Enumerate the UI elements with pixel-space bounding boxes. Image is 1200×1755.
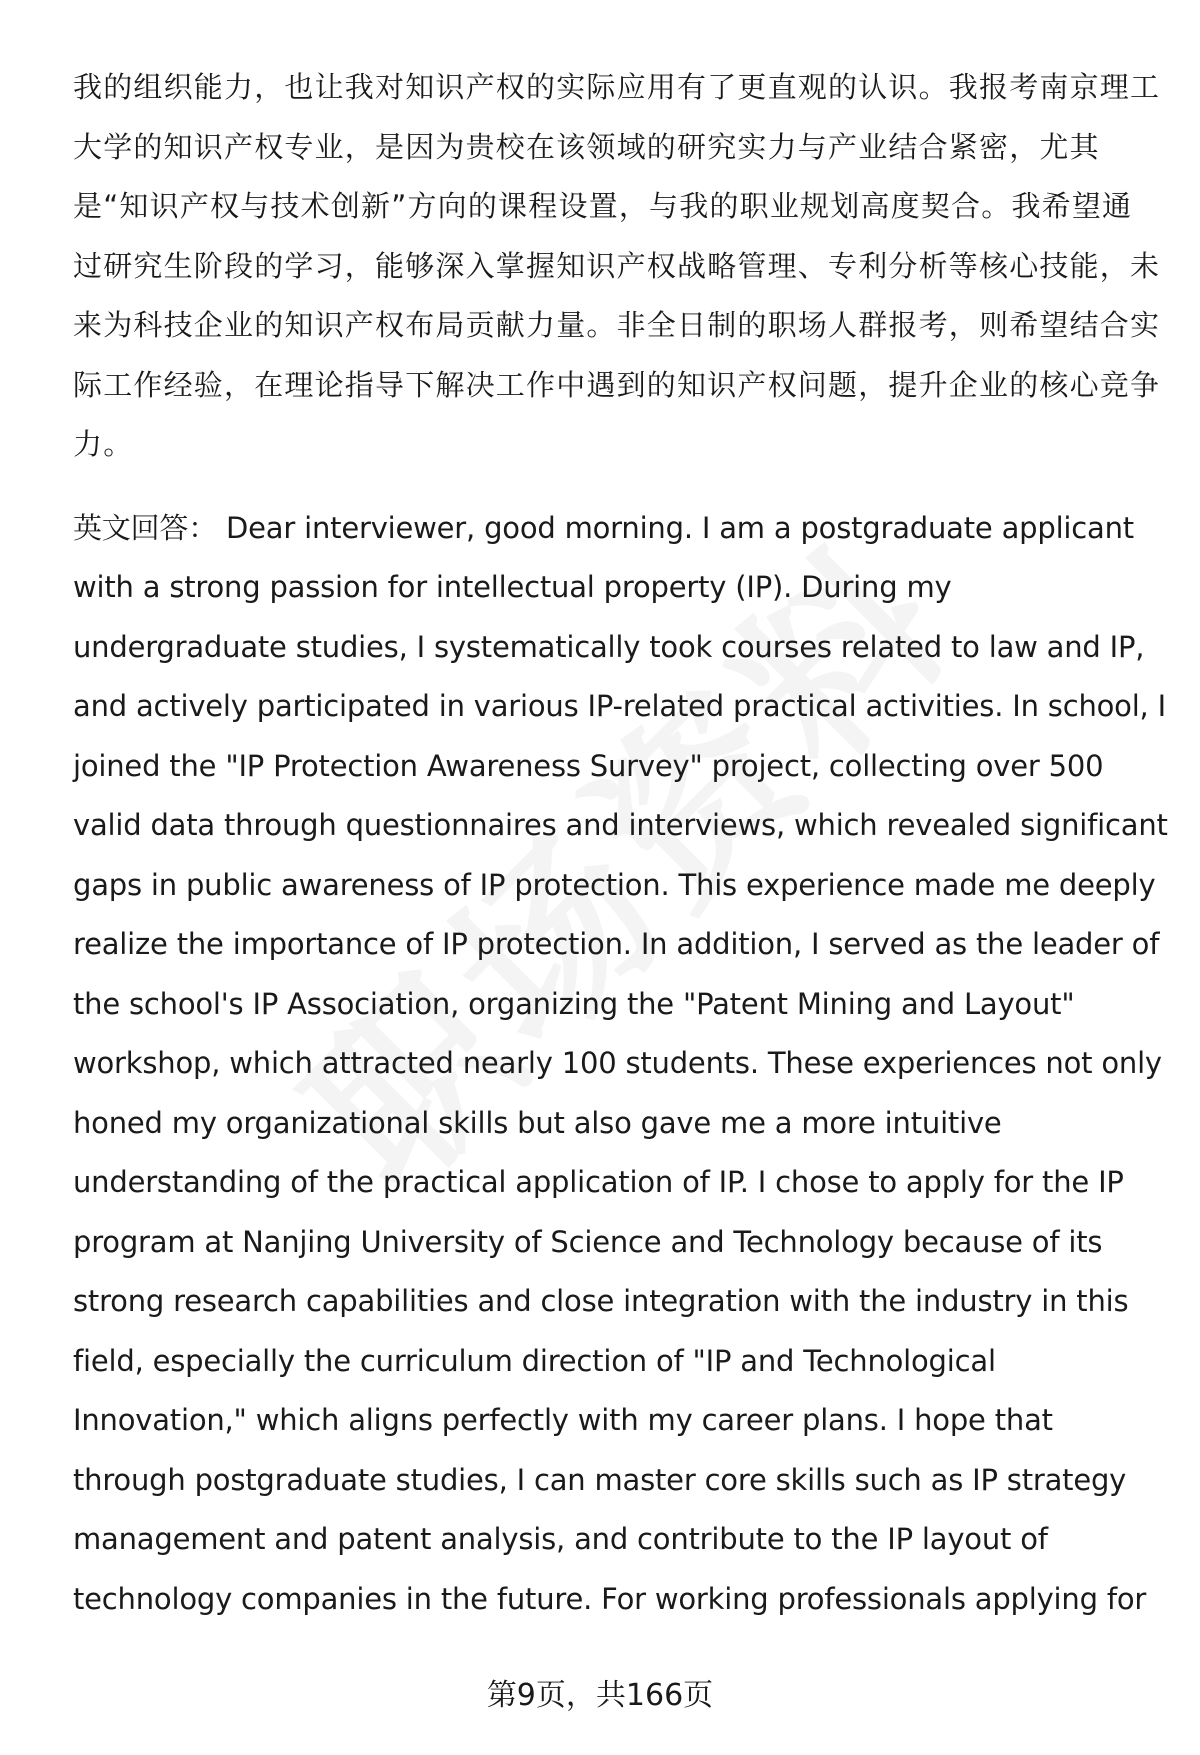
page-number: 第9页，共166页 — [486, 1678, 714, 1713]
text-line: strong research capabilities and close integration with the industry in this — [73, 1284, 1129, 1318]
text-line: 际工作经验，在理论指导下解决工作中遇到的知识产权问题，提升企业的核心竞争 — [73, 367, 1161, 402]
text-line: program at Nanjing University of Science and Technology because of its — [73, 1224, 1103, 1259]
answer-label: 英文回答： — [73, 510, 218, 545]
text-line: the school's IP Association, organizing the "Patent Mining and Layout" — [73, 986, 1075, 1021]
text-line: joined the "IP Protection Awareness Survey" project, collecting over 500 — [73, 748, 1104, 783]
answer-text: Dear interviewer, good morning. I am a postgraduate applicant — [217, 510, 1134, 545]
english-paragraph — [73, 499, 1168, 1630]
text-line: understanding of the practical application of IP. I chose to apply for the IP — [73, 1165, 1124, 1199]
text-line: workshop, which attracted nearly 100 students. These experiences not only — [73, 1046, 1162, 1080]
chinese-paragraph — [73, 58, 1161, 475]
text-line — [73, 499, 1158, 559]
text-line: honed my organizational skills but also gave me a more intuitive — [73, 1105, 1002, 1140]
text-line: 是“知识产权与技术创新”方向的课程设置，与我的职业规划高度契合。我希望通 — [73, 189, 1133, 223]
text-line: and actively participated in various IP-related practical activities. In school, I — [73, 689, 1166, 723]
document-body — [73, 58, 1168, 1629]
paragraph-spacer — [73, 475, 1158, 499]
text-line: field, especially the curriculum direction of "IP and Technological — [73, 1343, 996, 1378]
text-line: 来为科技企业的知识产权布局贡献力量。非全日制的职场人群报考，则希望结合实 — [73, 308, 1161, 342]
text-line: 我的组织能力，也让我对知识产权的实际应用有了更直观的认识。我报考南京理工 — [73, 70, 1161, 104]
text-line: valid data through questionnaires and interviews, which revealed significant — [73, 808, 1168, 842]
text-line: Innovation," which aligns perfectly with my career plans. I hope that — [73, 1403, 1053, 1437]
text-line: 力。 — [73, 427, 134, 461]
text-line: with a strong passion for intellectual property (IP). During my — [73, 570, 952, 604]
text-line: undergraduate studies, I systematically took courses related to law and IP, — [73, 629, 1145, 664]
text-line: realize the importance of IP protection. In addition, I served as the leader of — [73, 927, 1160, 961]
text-line: management and patent analysis, and contribute to the IP layout of — [73, 1522, 1048, 1556]
text-line: through postgraduate studies, I can master core skills such as IP strategy — [73, 1462, 1127, 1497]
text-line: 过研究生阶段的学习，能够深入掌握知识产权战略管理、专利分析等核心技能，未 — [73, 248, 1161, 283]
text-line: gaps in public awareness of IP protection. This experience made me deeply — [73, 867, 1156, 902]
text-line: technology companies in the future. For working professionals applying for — [73, 1581, 1147, 1616]
text-line: 大学的知识产权专业，是因为贵校在该领域的研究实力与产业结合紧密，尤其 — [73, 129, 1100, 164]
